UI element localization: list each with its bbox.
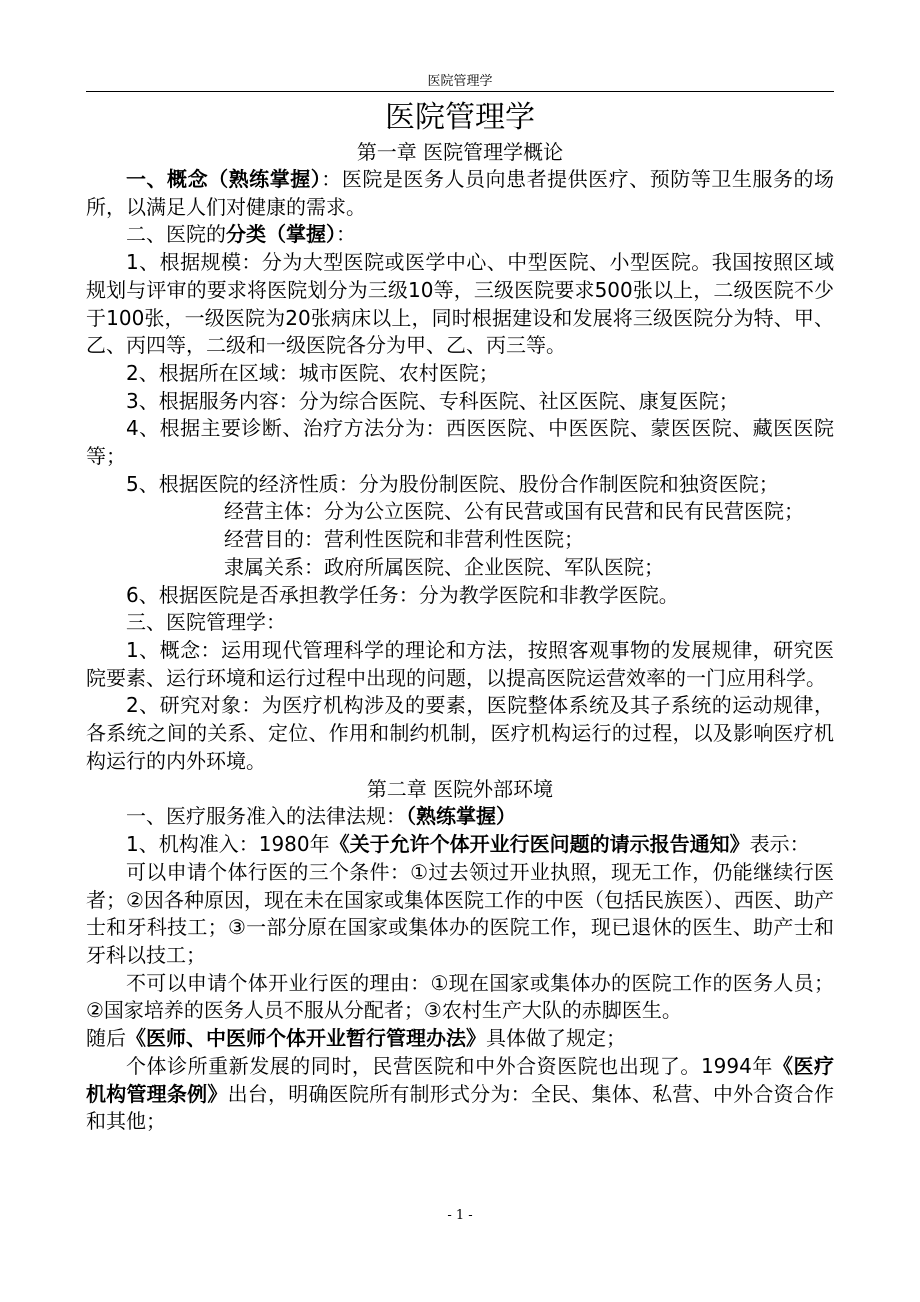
section-concept: [86, 166, 834, 221]
section-concept-text: ：医院是医务人员向患者提供医疗、预防等卫生服务的场所，以满足人们对健康的需求。: [86, 167, 835, 219]
running-header: 医院管理学: [427, 74, 493, 89]
chapter-1-title: 第一章 医院管理学概论: [356, 140, 564, 164]
section-regulations: [86, 803, 834, 831]
private-clinic-development: [86, 1053, 834, 1136]
class-by-service: 3、根据服务内容：分为综合医院、专科医院、社区医院、康复医院；: [126, 388, 739, 413]
document-title: 医院管理学: [385, 100, 535, 135]
class-by-economy: 5、根据医院的经济性质：分为股份制医院、股份合作制医院和独资医院；: [126, 471, 779, 496]
ineligible-reasons: 不可以申请个体开业行医的理由：①现在国家或集体办的医院工作的医务人员；②国家培养的医务人员不服从分配者；③农村生产大队的赤脚医生。: [86, 970, 834, 1023]
section-classification: [86, 221, 834, 249]
class-by-purpose: 经营目的：营利性医院和非营利性医院；: [224, 527, 584, 552]
class-by-affiliation: 隶属关系：政府所属医院、企业医院、军队医院；: [224, 554, 664, 579]
chapter-2-title: 第二章 医院外部环境: [366, 777, 554, 802]
institution-access: [86, 831, 834, 859]
section-classification-lead: 二、医院的: [126, 222, 226, 247]
management-research-object: 2、研究对象：为医疗机构涉及的要素，医院整体系统及其子系统的运动规律，各系统之间的关系、定位、作用和制约机制，医疗机构运行的过程，以及影响医疗机构运行的内外环境。: [86, 693, 834, 773]
management-concept: 1、概念：运用现代管理科学的理论和方法，按照客观事物的发展规律，研究医院要素、运行环境和运行过程中出现的问题，以提高医院运营效率的一门应用科学。: [86, 637, 834, 690]
class-by-treatment: 4、根据主要诊断、治疗方法分为：西医医院、中医医院、蒙医医院、藏医医院等；: [86, 416, 834, 469]
section-classification-colon: ：: [336, 222, 356, 247]
subsequent-regulation: [86, 1025, 834, 1053]
document-name-1980: 《关于允许个体开业行医问题的请示报告通知》: [329, 832, 750, 857]
private-clinic-tail: 出台，明确医院所有制形式分为：全民、集体、私营、中外合资合作和其他；: [86, 1081, 835, 1134]
document-name-1994: 《医疗机构管理条例》: [86, 1053, 835, 1106]
class-by-operator: 经营主体：分为公立医院、公有民营或国有民营和民有民营医院；: [224, 499, 804, 524]
class-by-region: 2、根据所在区域：城市医院、农村医院；: [126, 360, 499, 385]
class-by-teaching: 6、根据医院是否承担教学任务：分为教学医院和非教学医院。: [126, 582, 679, 607]
header-rule: [86, 91, 834, 92]
document-body: [86, 98, 834, 1136]
institution-access-tail: 表示：: [749, 832, 810, 857]
document-name-physician: 《医师、中医师个体开业暂行管理办法》: [126, 1026, 486, 1051]
class-by-scale: 1、根据规模：分为大型医院或医学中心、中型医院、小型医院。我国按照区域规划与评审的要求将医院划分为三级10等，三级医院要求500张以上，二级医院不少于100张，一级医院为20张病床以上，同时根据建设和发展将三级医院分为特、甲、乙、丙四等，二级和一级医院各分为甲、乙、丙三等。: [86, 250, 834, 358]
section-hospital-management: 三、医院管理学：: [126, 610, 286, 635]
page-number: - 1 -: [447, 1208, 473, 1223]
institution-access-lead: 1、机构准入：1980年: [126, 832, 330, 857]
private-clinic-lead: 个体诊所重新发展的同时，民营医院和中外合资医院也出现了。1994年: [126, 1053, 773, 1078]
subsequent-regulation-lead: 随后: [86, 1026, 126, 1051]
eligible-conditions: 可以申请个体行医的三个条件：①过去领过开业执照，现无工作，仍能继续行医者；②因各种原因，现在未在国家或集体医院工作的中医（包括民族医）、西医、助产士和牙科技工；③一部分原在国家或集体办的医院工作，现已退休的医生、助产士和牙科以技工；: [86, 859, 834, 967]
section-regulations-heading: 一、医疗服务准入的法律法规：: [126, 804, 406, 829]
section-regulations-level: （熟练掌握）: [406, 804, 516, 829]
subsequent-regulation-tail: 具体做了规定；: [486, 1026, 626, 1051]
section-concept-heading: 一、概念（熟练掌握）: [126, 167, 322, 191]
section-classification-heading: 分类（掌握）: [226, 222, 336, 247]
